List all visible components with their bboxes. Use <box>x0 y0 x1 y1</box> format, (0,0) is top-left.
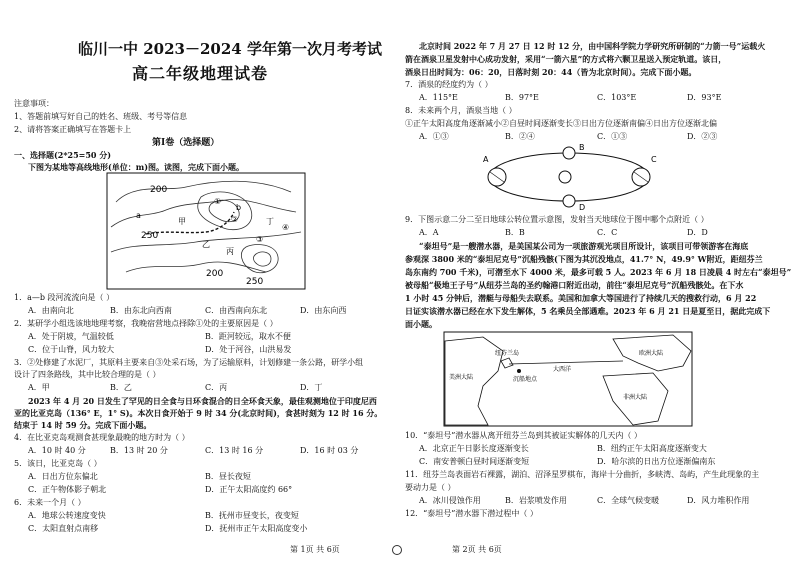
q8-stem: 8．未来两个月，酒泉当地（ ） <box>405 106 517 115</box>
q9-stem: 9．下图示意二分二至日地球公转位置示意图，发射当天地球位于图中哪个点附近（ ） <box>405 215 709 224</box>
sun-icon <box>559 171 571 183</box>
q8-option-a[interactable]: A．①③ <box>419 132 449 141</box>
q2-option-d[interactable]: D．处于河谷，山洪易发 <box>205 345 292 354</box>
route-label: 甲 <box>178 217 186 226</box>
q5-stem: 5．该日，比亚克岛（ ） <box>14 459 102 468</box>
q7-option-a[interactable]: A．115°E <box>419 93 458 102</box>
contour-map <box>106 172 306 290</box>
intro-3-line: 酒泉日出时间为：06：20，日落时刻 20：44（皆为北京时间）。完成下面小题。 <box>405 67 697 77</box>
q5-option-c[interactable]: C．正午物体影子朝北 <box>28 485 107 494</box>
exam-title: 临川一中 2023－2024 学年第一次月考考试 <box>78 40 382 58</box>
map-label: 美洲大陆 <box>449 374 474 381</box>
q7-stem: 7．酒泉的经度约为（ ） <box>405 80 493 89</box>
route-label: 丁 <box>266 217 274 226</box>
q6-option-b[interactable]: B．抚州市昼变长，夜变短 <box>205 511 299 520</box>
notice-item: 1、答题前填写好自己的姓名、班级、考号等信息 <box>14 112 188 121</box>
atlantic-map <box>443 331 693 427</box>
q11-stem-cont: 要动力是（ ） <box>405 483 456 492</box>
intro-1: 下图为某地等高线地形(单位：m)图。读图，完成下面小题。 <box>28 162 245 172</box>
q1-stem: 1．a—b 段河流流向是（ ） <box>14 293 115 302</box>
map-label: 大西洋 <box>553 366 572 373</box>
exam-subtitle: 高二年级地理试卷 <box>132 64 269 83</box>
intro-3-line: 北京时间 2022 年 7 月 27 日 12 时 12 分，由中国科学院力学研究所研制的“力箭一号”运载火 <box>419 41 766 51</box>
q7-option-b[interactable]: B．97°E <box>505 93 539 102</box>
notice-heading: 注意事项： <box>14 99 54 108</box>
q2-stem: 2．某研学小组选该地地理考察，我晚宿营地点择除①处的主要原因是（ ） <box>14 319 278 328</box>
section-heading: 第Ⅰ卷（选择题） <box>152 138 220 148</box>
q8-option-d[interactable]: D．②③ <box>687 132 718 141</box>
q5-option-b[interactable]: B．昼长夜短 <box>205 472 251 481</box>
point-label: ③ <box>256 235 264 244</box>
intro-4-line: 1 小时 45 分钟后，潜艇与母船失去联系。美国和加拿大等国进行了持续几天的搜救行动，6 月 22 <box>405 293 757 303</box>
orbit-diagram <box>479 142 659 212</box>
orbit-label: D <box>579 203 586 212</box>
q3-option-b[interactable]: B．乙 <box>110 383 132 392</box>
q10-option-c[interactable]: C．南安普顿白昼时间逐渐变短 <box>419 457 530 466</box>
contour-label: 200 <box>206 269 224 279</box>
intro-3-line: 箭在酒泉卫星发射中心成功发射，采用“一箭六星”的方式将六颗卫星送入预定轨道。该日， <box>405 54 727 64</box>
contour-label: 200 <box>150 185 168 195</box>
q8-stem-cont: ①正午太阳高度角逐渐减小②自昼时间逐渐变长③日出方位逐渐南偏④日出方位逐渐北偏 <box>405 119 717 128</box>
q11-option-d[interactable]: D．风力堆积作用 <box>687 496 750 505</box>
wreck-site-marker <box>517 369 521 373</box>
q6-option-a[interactable]: A．地球公转速度变快 <box>28 511 106 520</box>
intro-2-line: 结束于 14 时 59 分。完成下面小题。 <box>14 420 152 430</box>
q8-option-c[interactable]: C．①③ <box>597 132 628 141</box>
q9-option-d[interactable]: D．D <box>687 228 708 237</box>
q8-option-b[interactable]: B．②④ <box>505 132 535 141</box>
point-label: b <box>236 203 242 212</box>
q11-option-b[interactable]: B．岩浆喷发作用 <box>505 496 567 505</box>
q10-option-b[interactable]: B．纽约正午太阳高度逐渐变大 <box>597 444 707 453</box>
q10-stem: 10．“泰坦号”潜水器从离开纽芬兰岛到其被证实解体的几天内（ ） <box>405 431 642 440</box>
q11-option-a[interactable]: A．冰川侵蚀作用 <box>419 496 481 505</box>
q3-stem-cont: 设计了四条路线，其中比较合理的是（ ） <box>14 370 161 379</box>
orbit-label: A <box>483 155 489 164</box>
q5-option-d[interactable]: D．正午太阳高度约 66° <box>205 485 293 494</box>
contour-label: 250 <box>246 277 264 287</box>
intro-4-line: 日证实该潜水器已经在水下发生解体，5 名乘员全部遇难。2023 年 6 月 21 日是夏至日，据此完成下 <box>405 306 771 316</box>
q1-option-d[interactable]: D．由东向西 <box>300 306 347 315</box>
q3-option-d[interactable]: D．丁 <box>300 383 323 392</box>
map-label: 欧洲大陆 <box>639 350 664 357</box>
q4-option-b[interactable]: B．13 时 20 分 <box>110 446 168 455</box>
earth-position-b <box>563 147 575 159</box>
q3-option-c[interactable]: C．丙 <box>205 383 228 392</box>
contour-label: 250 <box>141 231 159 241</box>
q11-stem: 11．纽芬兰岛表面岩石裸露，湖泊、沼泽星罗棋布，海岸十分曲折，多峡湾、岛屿，产生此现象的主 <box>405 470 760 479</box>
q6-option-c[interactable]: C．太阳直射点南移 <box>28 524 99 533</box>
q2-option-b[interactable]: B．距河较远，取水不便 <box>205 332 291 341</box>
notice-item: 2、请将答案正确填写在答题卡上 <box>14 125 132 134</box>
q6-stem: 6．未来一个月（ ） <box>14 498 86 507</box>
q3-option-a[interactable]: A．甲 <box>28 383 50 392</box>
part-heading: 一、选择题(2*25=50 分) <box>14 150 112 160</box>
q12-stem: 12．“泰坦号”潜水器下潜过程中（ ） <box>405 509 538 518</box>
intro-4-line: 面小题。 <box>405 319 437 329</box>
intro-4-line: 被母船“极地王子号”从纽芬兰岛的圣约翰港口附近出动，前往“泰坦尼克号”沉船残骸处。在下水 <box>405 280 744 290</box>
page-footer-left: 第 1页 共 6页 <box>290 545 340 554</box>
point-label: ② <box>231 215 239 224</box>
q7-option-d[interactable]: D．93°E <box>687 93 722 102</box>
q2-option-c[interactable]: C．位于山脊，风力较大 <box>28 345 115 354</box>
q3-stem: 3．②处修建了水泥厂，其原料主要来自③处采石场，为了运输原料，计划修建一条公路，研学小组 <box>14 358 364 367</box>
route-label: 丙 <box>226 247 234 256</box>
q4-option-a[interactable]: A．10 时 40 分 <box>28 446 86 455</box>
orbit-label: C <box>651 155 657 164</box>
q4-option-d[interactable]: D．16 时 03 分 <box>300 446 359 455</box>
q1-option-b[interactable]: B．由东北向西南 <box>110 306 172 315</box>
q1-option-a[interactable]: A．由南向北 <box>28 306 74 315</box>
right-page <box>397 0 794 561</box>
q10-option-d[interactable]: D．哈尔滨的日出方位逐渐偏南东 <box>597 457 716 466</box>
q9-option-a[interactable]: A．A <box>419 228 439 237</box>
q7-option-c[interactable]: C．103°E <box>597 93 637 102</box>
q6-option-d[interactable]: D．抚州市正午太阳高度变小 <box>205 524 308 533</box>
map-label: 非洲大陆 <box>623 394 648 401</box>
q4-option-c[interactable]: C．13 时 16 分 <box>205 446 264 455</box>
intro-4-line: 参观深 3800 米的“泰坦尼克号”沉船残骸(下图为其沉没地点，41.7° N，49.9° W附近，距纽芬兰 <box>405 254 763 264</box>
page-footer-right: 第 2页 共 6页 <box>452 545 502 554</box>
q9-option-c[interactable]: C．C <box>597 228 618 237</box>
q2-option-a[interactable]: A．处于阴坡，气温较低 <box>28 332 114 341</box>
point-label: ④ <box>282 223 290 232</box>
route-label: 乙 <box>202 240 210 249</box>
orbit-label: B <box>579 143 585 152</box>
q1-option-c[interactable]: C．由西南向东北 <box>205 306 268 315</box>
intro-4-line: 岛东南约 700 千米)，可潜至水下 4000 米，最多可载 5 人。2023 年 6 月 18 日凌晨 4 时左右“泰坦号” <box>405 267 792 277</box>
q5-option-a[interactable]: A．日出方位东偏北 <box>28 472 98 481</box>
intro-2-line: 2023 年 4 月 20 日发生了罕见的日全食与日环食混合的日全环食天象，最佳观测地位于印度尼西 <box>28 396 377 406</box>
intro-2-line: 亚的比亚克岛（136° E，1° S)。本次日食开始于 9 时 34 分(北京时间)，食甚时刻为 12 时 16 分。 <box>14 408 383 418</box>
earth-position-d <box>563 195 575 207</box>
q9-option-b[interactable]: B．B <box>505 228 525 237</box>
q10-option-a[interactable]: A．北京正午日影长度逐渐变长 <box>419 444 529 453</box>
map-label: 沉船地点 <box>513 376 538 383</box>
q11-option-c[interactable]: C．全球气候变暖 <box>597 496 660 505</box>
point-label: ① <box>214 197 222 206</box>
intro-4-line: “泰坦号”是一艘潜水器，是美国某公司为一项旅游观光项目所设计，该项目可带领游客在海底 <box>419 241 749 251</box>
q4-stem: 4．在比亚克岛观测食甚现象最晚的地方时为（ ） <box>14 433 190 442</box>
map-label: 纽芬兰岛 <box>495 350 520 357</box>
point-label: a <box>136 211 141 220</box>
